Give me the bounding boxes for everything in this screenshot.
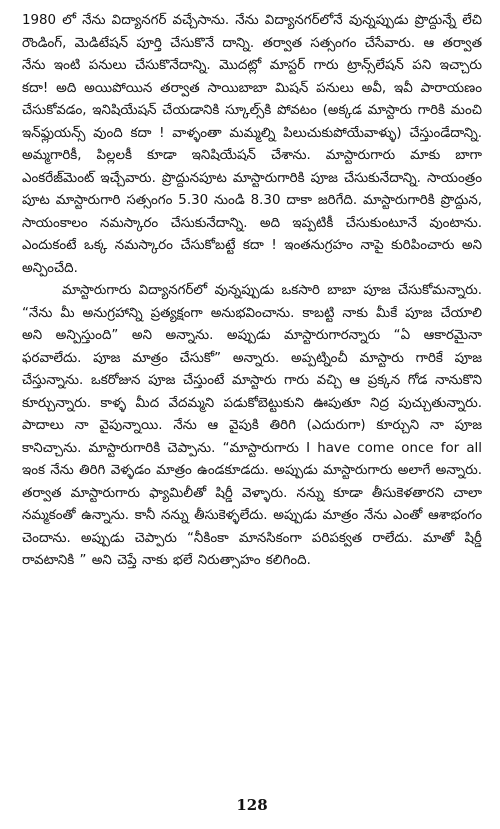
page-number: 128 <box>236 796 268 814</box>
paragraph-2: మాస్టారుగారు విద్యానగర్‌లో వున్నప్పుడు ఒకసారి బాబా పూజ చేసుకోమన్నారు. “నేను మీ అనుగ్రహాన్ని ప్రత్యక్షంగా అనుభవించాను. కాబట్టి నాకు మీకే పూజ చేయాలి అని అన్పిస్తుంది” అని అన్నాను. అప్పుడు మాస్టారుగారన్నారు “ఏ ఆకారమైనా ఫరవాలేదు. పూజ మాత్రం చేసుకో” అన్నారు. అప్పట్నించీ మాస్టారు గారికే పూజ చేస్తున్నాను. ఒకరోజున పూజ చేస్తుంటే మాస్టారు గారు వచ్చి ఆ ప్రక్కన గోడ నానుకొని కూర్చున్నారు. కాళ్ళ మీద వేదమ్మని పడుకోబెట్టుకుని ఊపుతూ నిద్ర పుచ్చుతున్నారు. పాదాలు నా వైపున్నాయి. నేను ఆ వైపుకి తిరిగి (ఎదురుగా) కూర్చుని నా పూజ కానిచ్చాను. మాస్టారుగారికి చెప్పాను. “మాస్టారుగారు I have come once for all ఇంక నేను తిరిగి వెళ్ళడం మాత్రం ఉండకూడదు. అప్పుడు మాస్టారుగారు అలాగే అన్నారు. తర్వాత మాస్టారుగారు ఫ్యామిలీతో షిర్డీ వెళ్ళారు. నన్ను కూడా తీసుకెళతారని చాలా నమ్మకంతో ఉన్నాను. కానీ నన్ను తీసుకెళ్ళలేదు. అప్పుడు మాత్రం నేను ఎంతో ఆశాభంగం చెందాను. అప్పుడు చెప్పారు “నీకింకా మానసికంగా పరిపక్వత రాలేదు. మాతో షిర్డీ రావటానికి ” అని చెప్తే నాకు భలే నిరుత్సాహం కలిగింది. <box>22 283 482 568</box>
paragraph-1: 1980 లో నేను విద్యానగర్ వచ్చేసాను. నేను విద్యానగర్‌లోనే వున్నప్పుడు ప్రొద్దున్నే లేచి రౌండింగ్, మెడిటేషన్ పూర్తి చేసుకొనే దాన్ని. తర్వాత సత్సంగం చేసేవారు. ఆ తర్వాత నేను ఇంటి పనులు చేసుకొనేదాన్ని. మొదట్లో మాస్టర్ గారు ట్రాన్స్‌లేషన్ పని ఇచ్చారు కదా! అది అయిపోయిన తర్వాత సాయిబాబా మిషన్ పనులు అవీ, ఇవీ పారాయణం చేసుకోవడం, ఇనిషియేషన్ చేయడానికి స్కూల్స్‌కి పోవటం (అక్కడ మాస్టారు గారికి మంచి ఇన్‌ఫ్లుయన్స్ వుంది కదా ! వాళ్ళంతా మమ్మల్ని పిలుచుకుపోయేవాళ్ళు) చేస్తుండేదాన్ని. అమ్మగారికీ, పిల్లలకీ కూడా ఇనిషియేషన్ చేశాను. మాస్టారుగారు మాకు బాగా ఎంకరేజ్‌మెంట్ ఇచ్చేవారు. ప్రొద్దునపూట మాస్టారుగారికి పూజ చేసుకునేదాన్ని. సాయంత్రం పూట మాస్టారుగారి సత్సంగం 5.30 నుండి 8.30 దాకా జరిగేది. మాస్టారుగారికి ప్రొద్దున, సాయంకాలం నమస్కారం చేసుకునేదాన్ని. అది ఇప్పటికీ చేసుకుంటూనే వుంటాను. ఎందుకంటే ఒక్క నమస్కారం చేసుకోబట్టే కదా ! ఇంతనుగ్రహం నాపై కురిపించారు అని అన్పించేది. <box>22 13 482 276</box>
book-page <box>22 10 482 814</box>
